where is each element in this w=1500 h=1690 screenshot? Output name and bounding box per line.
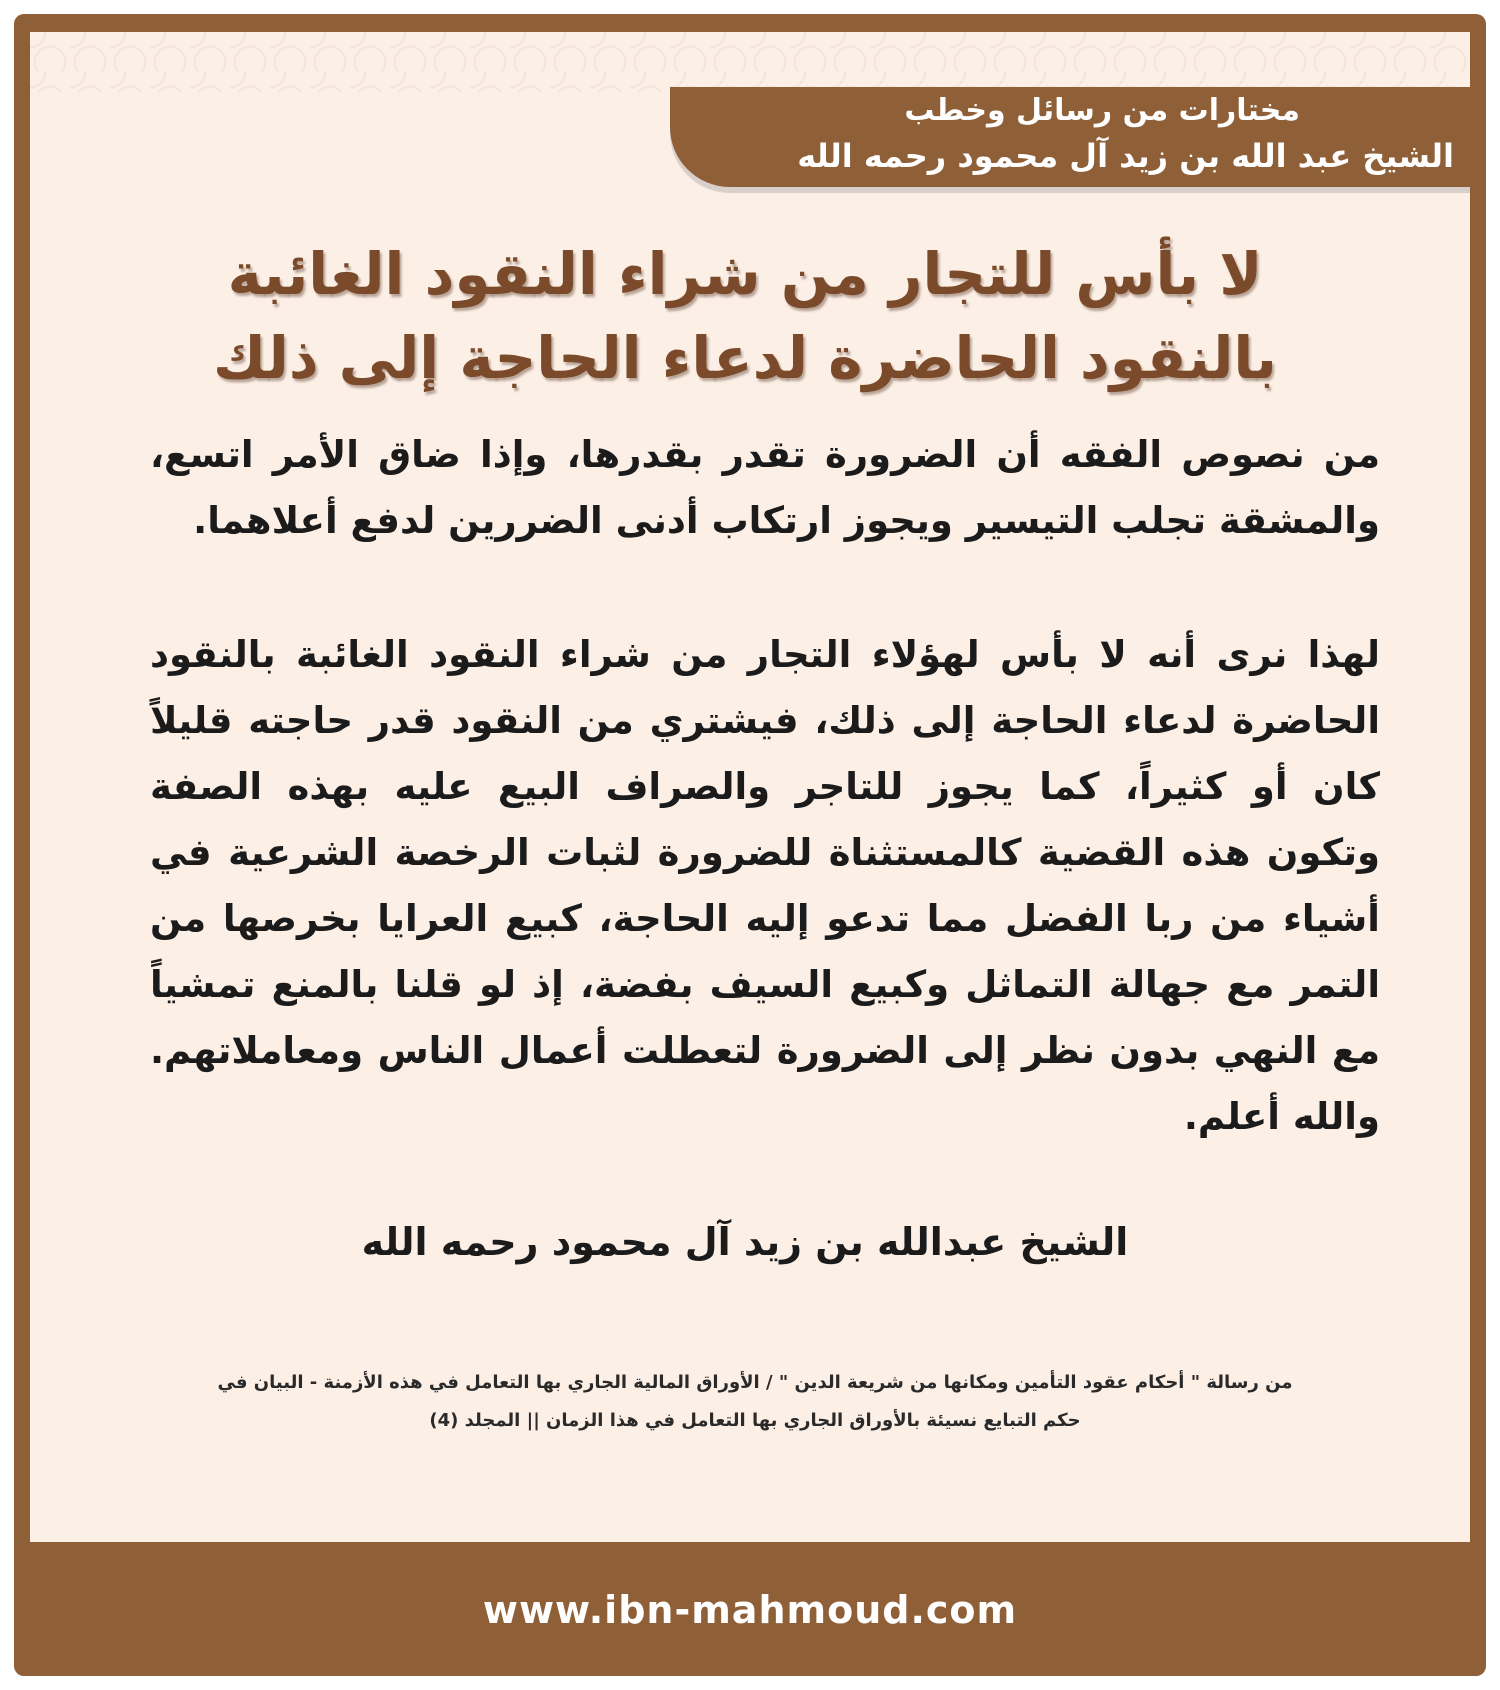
source-citation <box>130 1364 1380 1440</box>
author-signature: الشيخ عبدالله بن زيد آل محمود رحمه الله <box>361 1220 1129 1264</box>
series-title: مختارات من رسائل وخطب <box>904 93 1300 128</box>
source-line-2: حكم التبايع نسيئة بالأوراق الجاري بها التعامل في هذا الزمان || المجلد (4) <box>429 1410 1081 1431</box>
article-body <box>150 422 1380 1150</box>
decorative-pattern <box>30 32 1470 92</box>
series-header-banner <box>670 87 1470 187</box>
source-line-1: من رسالة " أحكام عقود التأمين ومكانها من شريعة الدين " / الأوراق المالية الجاري بها التعامل في هذه الأزمنة - البيان في <box>217 1372 1293 1393</box>
body-paragraph-2: لهذا نرى أنه لا بأس لهؤلاء التجار من شراء النقود الغائبة بالنقود الحاضرة لدعاء الحاجة إلى ذلك، فيشتري من النقود قدر حاجته قليلاً كان أو كثيراً، كما يجوز للتاجر والصراف البيع عليه بهذه الصفة وتكون هذه القضية كالمستثناة للضرورة لثبات الرخصة الشرعية في أشياء من ربا الفضل مما تدعو إليه الحاجة، كبيع العرايا بخرصها من التمر مع جهالة التماثل وكبيع السيف بفضة، إذ لو قلنا بالمنع تمشياً مع النهي بدون نظر إلى الضرورة لتعطلت أعمال الناس ومعاملاتهم. والله أعلم. <box>150 633 1380 1138</box>
article-title: لا بأس للتجار من شراء النقود الغائبة بالنقود الحاضرة لدعاء الحاجة إلى ذلك <box>213 240 1277 392</box>
series-author: الشيخ عبد الله بن زيد آل محمود رحمه الله <box>797 137 1454 175</box>
website-link[interactable]: www.ibn-mahmoud.com <box>482 1588 1018 1632</box>
content-card <box>30 32 1470 1542</box>
body-paragraph-1: من نصوص الفقه أن الضرورة تقدر بقدرها، وإذا ضاق الأمر اتسع، والمشقة تجلب التيسير ويجوز ارتكاب أدنى الضررين لدفع أعلاهما. <box>150 433 1380 542</box>
